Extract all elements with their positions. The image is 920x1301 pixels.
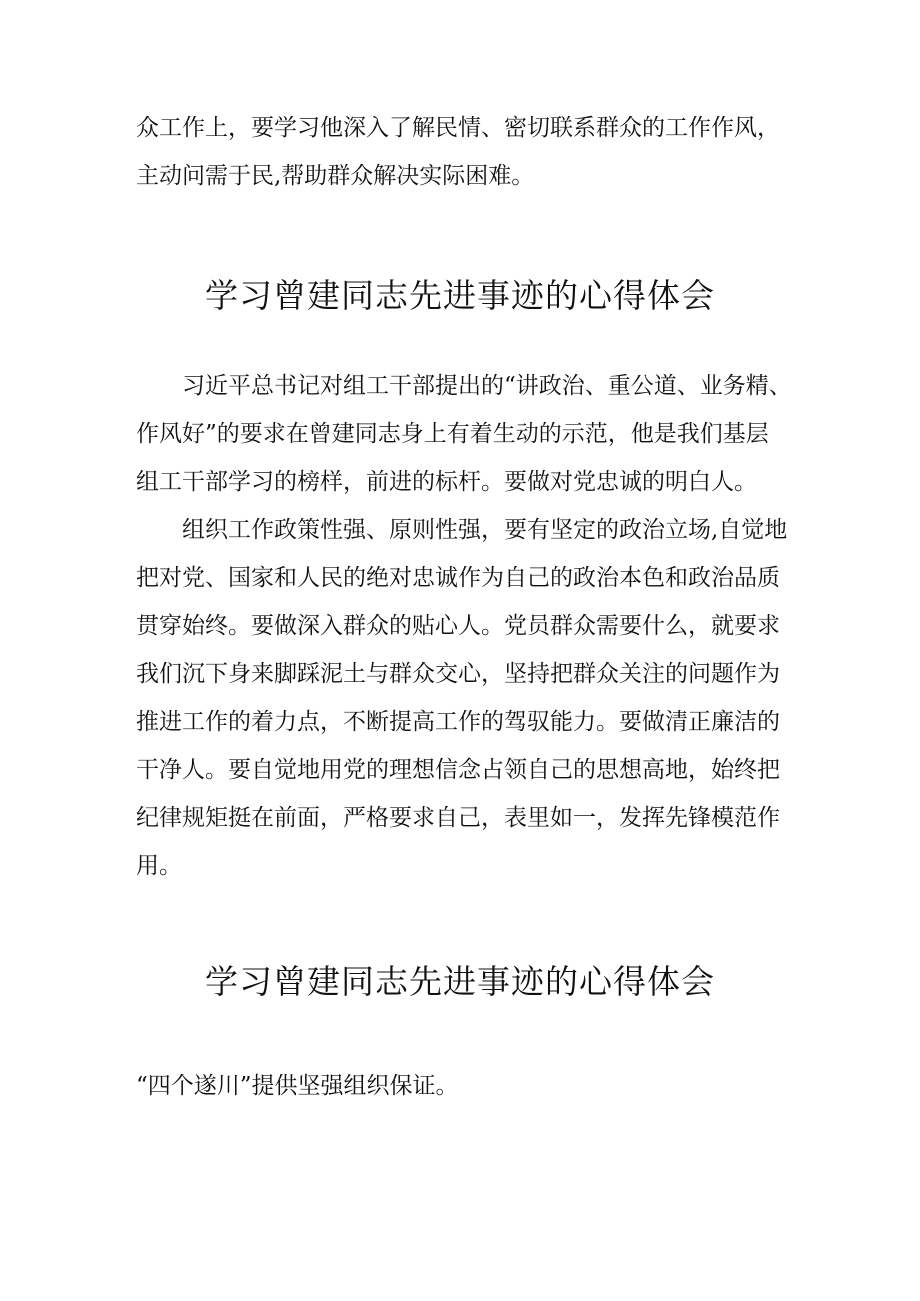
text-line: 习近平总书记对组工干部提出的“讲政治、重公道、业务精、	[136, 373, 792, 399]
text-line: 主动问需于民,帮助群众解决实际困难。	[136, 163, 535, 189]
text-line: 把对党、国家和人民的绝对忠诚作为自己的政治本色和政治品质	[136, 565, 780, 591]
section-title: 学习曾建同志先进事迹的心得体会	[205, 962, 715, 1001]
text-line: 干净人。要自觉地用党的理想信念占领自己的思想高地，始终把	[136, 757, 780, 783]
text-line: 组织工作政策性强、原则性强，要有坚定的政治立场,自觉地	[136, 517, 788, 543]
section-title: 学习曾建同志先进事迹的心得体会	[205, 276, 715, 315]
text-line: 我们沉下身来脚踩泥土与群众交心，坚持把群众关注的问题作为	[136, 661, 780, 687]
text-line: 作风好”的要求在曾建同志身上有着生动的示范，他是我们基层	[136, 421, 769, 447]
text-line: 贯穿始终。要做深入群众的贴心人。党员群众需要什么，就要求	[136, 613, 780, 639]
paragraph-continuation	[136, 104, 780, 200]
article-body	[136, 362, 792, 890]
text-line: 组工干部学习的榜样，前进的标杆。要做对党忠诚的明白人。	[136, 469, 757, 495]
text-line: 众工作上，要学习他深入了解民情、密切联系群众的工作作风，	[136, 115, 780, 141]
text-line: 推进工作的着力点，不断提高工作的驾驭能力。要做清正廉洁的	[136, 709, 780, 735]
text-line: 用。	[136, 853, 182, 879]
article-body	[136, 1062, 459, 1110]
text-line: “四个遂川”提供坚强组织保证。	[136, 1073, 459, 1099]
text-line: 纪律规矩挺在前面，严格要求自己，表里如一，发挥先锋模范作	[136, 805, 780, 831]
